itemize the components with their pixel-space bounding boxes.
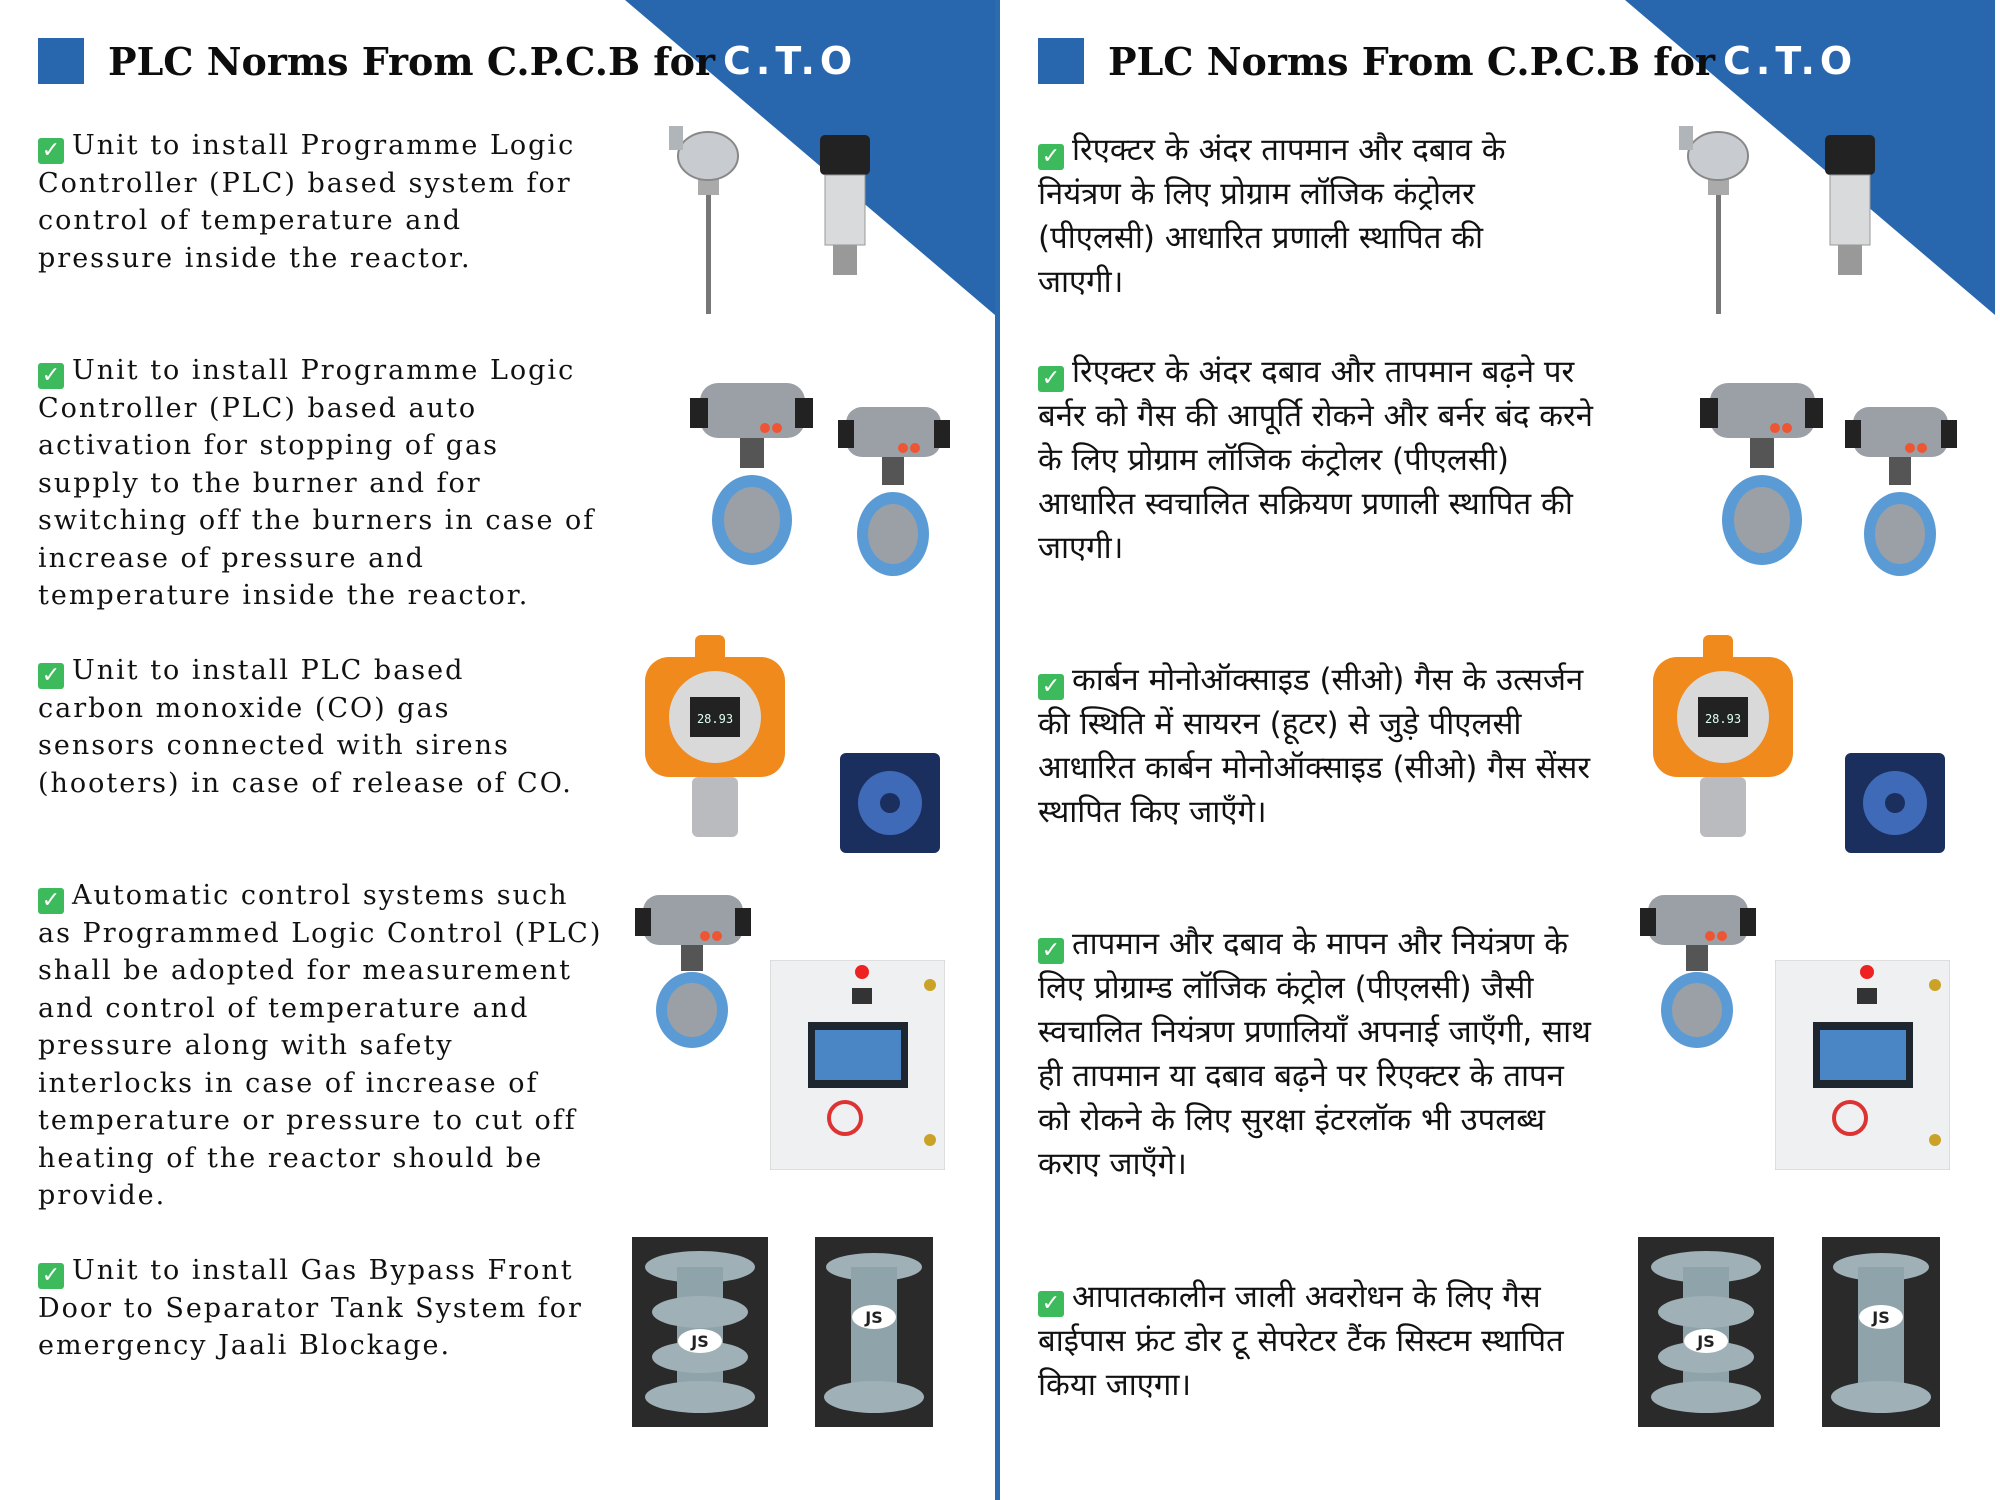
check-icon: ✓ xyxy=(1038,674,1064,700)
item-text: Unit to install PLC based carbon monoxide (CO) gas sensors connected with sirens (hooters) in case of release of CO. xyxy=(38,655,573,799)
item-text: आपातकालीन जाली अवरोधन के लिए गैस बाईपास फ्रंट डोर टू सेपरेटर टैंक सिस्टम स्थापित किया जाएगा। xyxy=(1038,1279,1564,1403)
bypass-pipe-fitting-icon xyxy=(1638,1237,1774,1427)
sensor-display-readout: 28.93 xyxy=(1704,712,1742,726)
item-text: रिएक्टर के अंदर तापमान और दबाव के नियंत्रण के लिए प्रोग्राम लॉजिक कंट्रोलर (पीएलसी) आधारित प्रणाली स्थापित की जाएगी। xyxy=(1038,132,1506,300)
list-item xyxy=(1038,922,1593,1186)
item-text: कार्बन मोनोऑक्साइड (सीओ) गैस के उत्सर्जन की स्थिति में सायरन (हूटर) से जुड़े पीएलसी आधारित कार्बन मोनोऑक्साइड (सीओ) गैस सेंसर स्थापित किए जाएँगे। xyxy=(1038,662,1591,830)
siren-hooter-icon xyxy=(1840,748,1950,858)
cto-label: C.T.O xyxy=(1723,39,1858,83)
js-logo: JS xyxy=(1872,1308,1890,1327)
gas-detector-icon xyxy=(640,635,790,840)
bypass-pipe-fitting-icon xyxy=(815,1237,933,1427)
check-icon: ✓ xyxy=(38,888,64,914)
list-item xyxy=(38,1252,583,1365)
check-icon: ✓ xyxy=(1038,366,1064,392)
sensor-display-readout: 28.93 xyxy=(696,712,734,726)
check-icon: ✓ xyxy=(38,1263,64,1289)
panel-header xyxy=(38,38,857,84)
siren-hooter-icon xyxy=(835,748,945,858)
check-icon: ✓ xyxy=(38,363,64,389)
page-title: PLC Norms From C.P.C.B for xyxy=(108,38,715,84)
item-text: Unit to install Programme Logic Controller (PLC) based system for control of temperature and pressure inside the reactor. xyxy=(38,130,576,274)
list-item xyxy=(38,652,578,802)
list-item xyxy=(38,127,598,277)
item-text: तापमान और दबाव के मापन और नियंत्रण के लिए प्रोग्राम्ड लॉजिक कंट्रोल (पीएलसी) जैसी स्वचालित नियंत्रण प्रणालियाँ अपनाई जाएँगी, साथ ही तापमान या दबाव बढ़ने पर रिएक्टर के तापन को रोकने के लिए सुरक्षा इंटरलॉक भी उपलब्ध कराए जाएँगे। xyxy=(1038,926,1591,1182)
js-logo: JS xyxy=(691,1332,709,1351)
check-icon: ✓ xyxy=(38,138,64,164)
header-square-icon xyxy=(38,38,84,84)
check-icon: ✓ xyxy=(38,663,64,689)
item-text: Unit to install Programme Logic Controller (PLC) based auto activation for stopping of gas supply to the burner and for switching off the burners in case of increase of pressure and temperature inside the reactor. xyxy=(38,355,596,611)
js-logo: JS xyxy=(865,1308,883,1327)
gas-detector-icon xyxy=(1648,635,1798,840)
item-text: Automatic control systems such as Programmed Logic Control (PLC) shall be adopted for measurement and control of temperature and pressure along with safety interlocks in case of increase of temperature or pressure to cut off heating of the reactor should be provide. xyxy=(38,880,603,1211)
panel-header xyxy=(1038,38,1857,84)
thermocouple-sensor-icon xyxy=(655,118,765,318)
butterfly-valve-icon xyxy=(635,890,755,1050)
bypass-pipe-fitting-icon xyxy=(1822,1237,1940,1427)
pressure-transmitter-icon xyxy=(1810,135,1890,290)
list-item xyxy=(1038,128,1578,304)
item-text: Unit to install Gas Bypass Front Door to Separator Tank System for emergency Jaali Blockage. xyxy=(38,1255,583,1361)
butterfly-valve-icon xyxy=(838,402,953,592)
plc-control-panel-icon xyxy=(770,960,945,1170)
butterfly-valve-icon xyxy=(1700,378,1830,578)
list-item xyxy=(38,877,603,1215)
hindi-panel xyxy=(1000,0,1995,1500)
check-icon: ✓ xyxy=(1038,1291,1064,1317)
list-item xyxy=(38,352,598,615)
check-icon: ✓ xyxy=(1038,144,1064,170)
item-text: रिएक्टर के अंदर दबाव और तापमान बढ़ने पर बर्नर को गैस की आपूर्ति रोकने और बर्नर बंद करने के लिए प्रोग्राम लॉजिक कंट्रोलर (पीएलसी) आधारित स्वचालित सक्रियण प्रणाली स्थापित की जाएगी। xyxy=(1038,354,1593,566)
list-item xyxy=(1038,1275,1578,1407)
pressure-transmitter-icon xyxy=(805,135,885,290)
cto-label: C.T.O xyxy=(723,39,858,83)
list-item xyxy=(1038,350,1603,570)
english-panel xyxy=(0,0,995,1500)
check-icon: ✓ xyxy=(1038,938,1064,964)
list-item xyxy=(1038,658,1598,834)
js-logo: JS xyxy=(1697,1332,1715,1351)
bypass-pipe-fitting-icon xyxy=(632,1237,768,1427)
thermocouple-sensor-icon xyxy=(1665,118,1775,318)
header-square-icon xyxy=(1038,38,1084,84)
page-title: PLC Norms From C.P.C.B for xyxy=(1108,38,1715,84)
butterfly-valve-icon xyxy=(690,378,820,578)
butterfly-valve-icon xyxy=(1845,402,1960,592)
plc-control-panel-icon xyxy=(1775,960,1950,1170)
butterfly-valve-icon xyxy=(1640,890,1760,1050)
